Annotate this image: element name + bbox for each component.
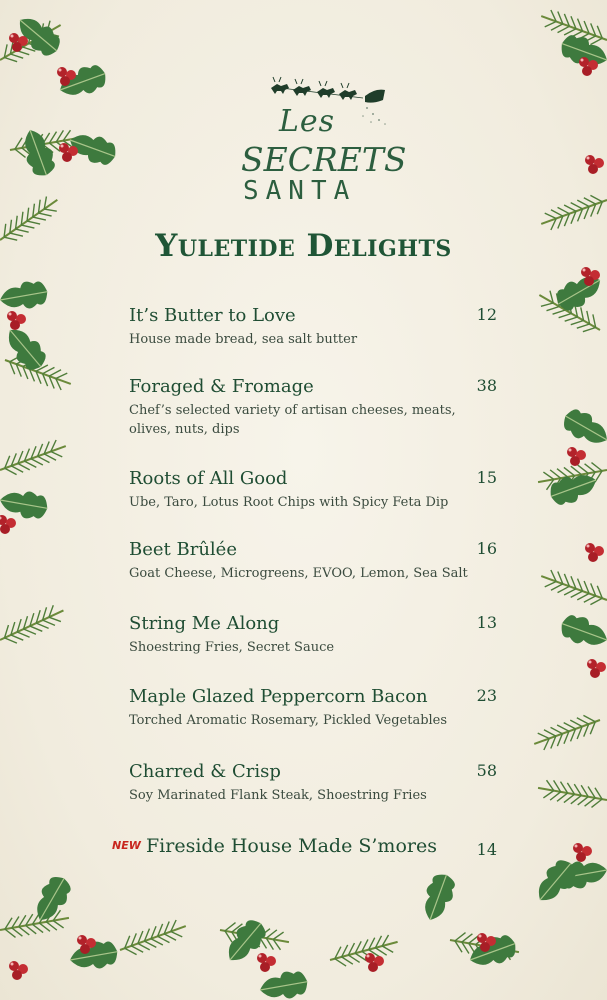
menu-item bbox=[129, 539, 497, 583]
logo-secrets-text: SECRETS bbox=[241, 140, 407, 179]
menu-item-description: House made bread, sea salt butter bbox=[129, 332, 358, 347]
menu-item bbox=[129, 613, 497, 657]
menu-item-name: Fireside House Made S’mores bbox=[146, 835, 437, 857]
menu-title: Yuletide Delights bbox=[155, 228, 452, 264]
menu-item-name: String Me Along bbox=[129, 613, 280, 634]
restaurant-logo bbox=[235, 76, 407, 211]
menu-item-name: Charred & Crisp bbox=[129, 761, 281, 782]
menu-item-price: 58 bbox=[476, 761, 497, 780]
menu-item-name: It’s Butter to Love bbox=[129, 305, 296, 326]
menu-item-name: Foraged & Fromage bbox=[129, 376, 314, 397]
menu-item bbox=[129, 305, 497, 349]
menu-item bbox=[129, 376, 497, 439]
menu-item bbox=[129, 468, 497, 512]
menu-item-price: 13 bbox=[476, 613, 497, 632]
menu-item-name: Maple Glazed Peppercorn Bacon bbox=[129, 686, 428, 707]
menu-item-description: Goat Cheese, Microgreens, EVOO, Lemon, Sea Salt bbox=[129, 566, 468, 581]
menu-item-description: Shoestring Fries, Secret Sauce bbox=[129, 640, 335, 655]
menu-item-price: 23 bbox=[476, 686, 497, 705]
menu-item bbox=[129, 686, 497, 730]
menu-item-price: 14 bbox=[476, 840, 497, 859]
menu-item-price: 16 bbox=[476, 539, 497, 558]
menu-item-price: 38 bbox=[476, 376, 497, 395]
logo-santa-text: SANTA bbox=[243, 176, 357, 206]
menu-item-description: Torched Aromatic Rosemary, Pickled Vegetables bbox=[129, 713, 448, 728]
menu-item-name: Beet Brûlée bbox=[129, 539, 237, 560]
menu-item bbox=[129, 761, 497, 805]
menu-item-price: 12 bbox=[476, 305, 497, 324]
menu-item-name: Roots of All Good bbox=[129, 468, 288, 489]
new-badge: NEW bbox=[112, 839, 141, 852]
menu-item-price: 15 bbox=[476, 468, 497, 487]
menu-item-description: Soy Marinated Flank Steak, Shoestring Fries bbox=[129, 788, 427, 803]
menu-item-description: Ube, Taro, Lotus Root Chips with Spicy Feta Dip bbox=[129, 495, 449, 510]
menu-item-description: Chef’s selected variety of artisan cheeses, meats, olives, nuts, dips bbox=[129, 403, 456, 437]
logo-les-text: Les bbox=[279, 104, 336, 139]
menu-item bbox=[112, 835, 497, 859]
